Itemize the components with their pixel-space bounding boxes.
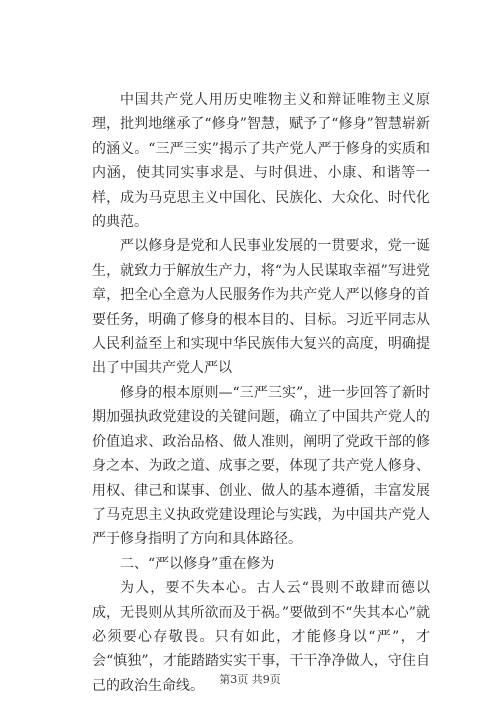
paragraph-1: 中国共产党人用历史唯物主义和辩证唯物主义原理，批判地继承了“修身”智慧，赋予了“修身”智慧崭新的涵义。“三严三实”揭示了共产党人严于修身的实质和内涵，使其同实事求是、与时俱进、小康、和谐等一样，成为马克思主义中国化、民族化、大众化、时代化的典范。 [92, 92, 430, 231]
paragraph-3: 修身的根本原则—“三严三实”，进一步回答了新时期加强执政党建设的关键问题，确立了中国共产党人的价值追求、政治品格、做人准则，阐明了党政干部的修身之本、为政之道、成事之要，体现了共产党人修身、用权、律己和谋事、创业、做人的基本遵循，丰富发展了马克思主义执政党建设理论与实践，为中国共产党人严于修身指明了方向和具体路径。 [92, 384, 430, 548]
paragraph-2: 严以修身是党和人民事业发展的一贯要求，党一诞生，就致力于解放生产力，将“为人民谋取幸福”写进党章，把全心全意为人民服务作为共产党人严以修身的首要任务，明确了修身的根本目的、目标。习近平同志从人民利益至上和实现中华民族伟大复兴的高度，明确提出了中国共产党人严以 [92, 238, 430, 377]
page-footer: 第3页 共9页 [219, 673, 281, 686]
section-heading: 二、“严以修身”重在修为 [120, 555, 275, 572]
document-body [92, 88, 430, 698]
paragraph-4: 为人，要不失本心。古人云“畏则不敢肆而德以成，无畏则从其所欲而及于祸。”要做到不“失其本心”就必须要心存敬畏。只有如此，才能修身以“严”，才会“慎独”，才能踏踏实实干事，干干净净做人，守住自己的政治生命线。 [92, 580, 430, 694]
